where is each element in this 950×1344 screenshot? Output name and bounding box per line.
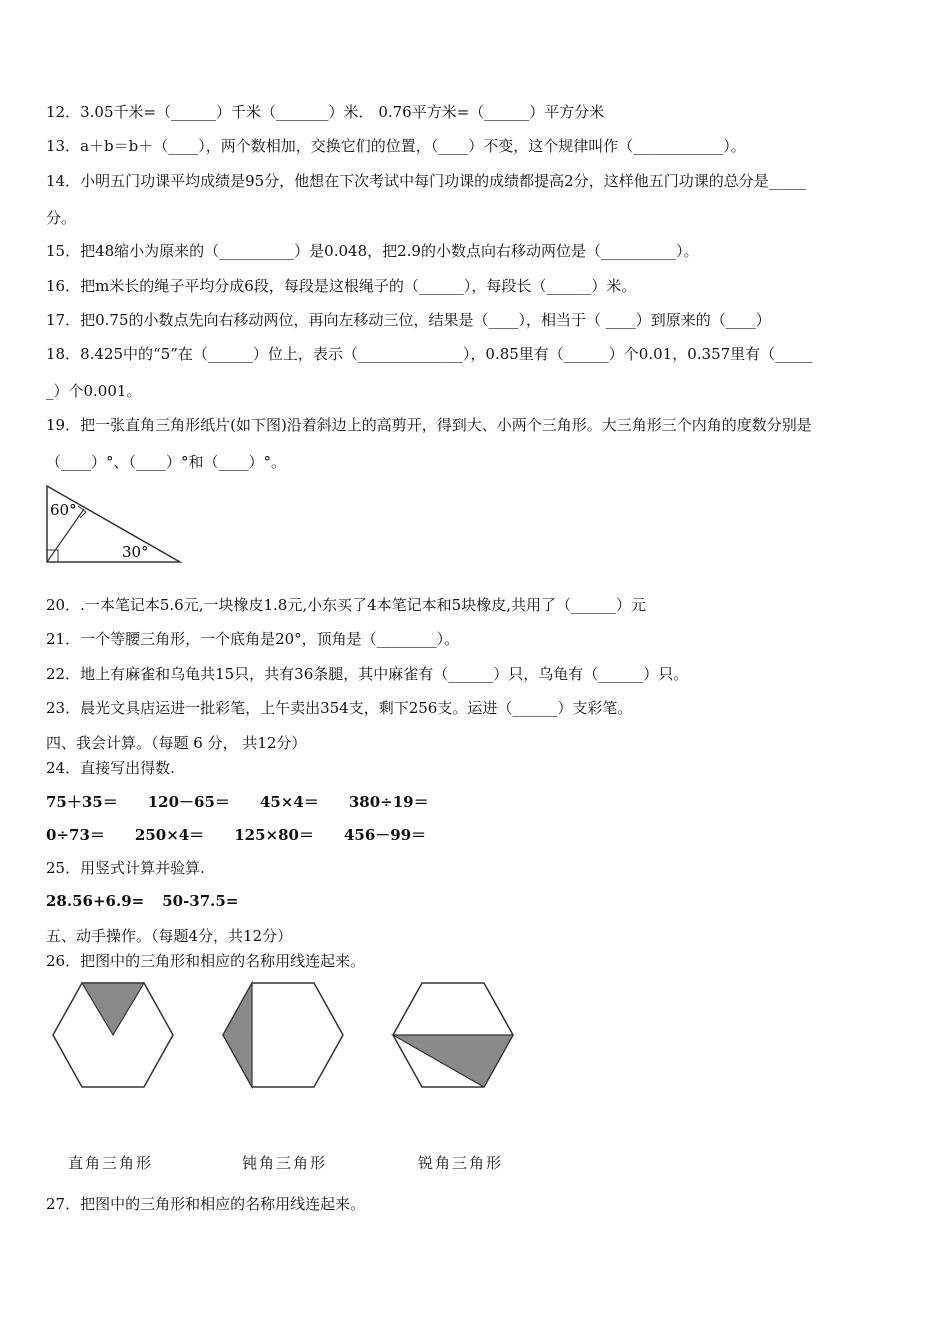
question-16: 16．把m米长的绳子平均分成6段，每段是这根绳子的（______），每段长（______）米。 [46,277,637,295]
shape-label-acute: 锐角三角形 [418,1154,504,1172]
question-25: 25．用竖式计算并验算. [46,859,205,877]
question-18-line1: 18．8.425中的“5”在（______）位上，表示（______________），0.85里有（______）个0.01，0.357里有（_____ [46,345,813,363]
shaded-triangle [82,983,144,1035]
angle-30-label: 30° [122,543,149,561]
question-18-line2: _）个0.001。 [46,382,142,400]
question-14-line1: 14．小明五门功课平均成绩是95分，他想在下次考试中每门功课的成绩都提高2分，这样他五门功课的总分是_____ [46,172,807,190]
question-15: 15．把48缩小为原来的（__________）是0.048，把2.9的小数点向右移动两位是（__________）。 [46,242,699,260]
calc-item: 45×4＝ [259,793,319,811]
section-5-title: 五、动手操作。（每题4分，共12分） [46,927,293,945]
question-14-line2: 分。 [46,209,77,227]
question-13: 13．a＋b＝b＋（____），两个数相加，交换它们的位置，（____）不变，这个规律叫作（____________）。 [46,137,746,155]
calc-item: 0÷73＝ [46,826,105,844]
question-23: 23．晨光文具店运进一批彩笔，上午卖出354支，剩下256支。运进（______）支彩笔。 [46,699,633,717]
calc-item: 125×80＝ [234,826,314,844]
calc-row-2 [46,824,426,845]
question-24: 24．直接写出得数. [46,759,175,777]
question-27: 27．把图中的三角形和相应的名称用线连起来。 [46,1195,366,1213]
question-19-line1: 19．把一张直角三角形纸片(如下图)沿着斜边上的高剪开，得到大、小两个三角形。大三角形三个内角的度数分别是 [46,416,812,434]
question-26: 26．把图中的三角形和相应的名称用线连起来。 [46,952,366,970]
hexagon-figure-2 [220,980,346,1090]
calc-item: 50-37.5= [162,892,239,910]
angle-60-label: 60° [50,501,77,519]
calc-item: 120－65＝ [147,793,230,811]
question-20: 20．.一本笔记本5.6元,一块橡皮1.8元,小东买了4本笔记本和5块橡皮,共用了（______）元 [46,596,646,614]
question-22: 22．地上有麻雀和乌龟共15只，共有36条腿，其中麻雀有（______）只，乌龟有（______）只。 [46,665,689,683]
calc-item: 28.56+6.9= [46,892,145,910]
question-21: 21．一个等腰三角形，一个底角是20°，顶角是（________）。 [46,630,460,648]
calc-row-1 [46,791,429,812]
section-4-title: 四、我会计算。（每题 6 分， 共12分） [46,734,307,752]
shape-label-obtuse: 钝角三角形 [242,1154,328,1172]
calc-item: 250×4＝ [134,826,205,844]
question-19-line2: （____）°、（____）°和（____）°。 [46,453,287,471]
shaded-triangle [393,1035,513,1087]
shaded-triangle [223,983,252,1087]
question-17: 17．把0.75的小数点先向右移动两位，再向左移动三位，结果是（____），相当于（ ____）到原来的（____） [46,311,771,329]
calc-item: 75＋35＝ [46,793,118,811]
right-triangle-figure [44,484,184,566]
question-12: 12．3.05千米=（______）千米（_______）米． 0.76平方米=（______）平方分米 [46,103,605,121]
calc-item: 380÷19＝ [348,793,429,811]
hexagon-figure-3 [390,980,516,1090]
calc-row-3 [46,892,238,910]
hexagon-figure-1 [50,980,176,1090]
calc-item: 456－99＝ [343,826,427,844]
shape-label-right: 直角三角形 [68,1154,154,1172]
